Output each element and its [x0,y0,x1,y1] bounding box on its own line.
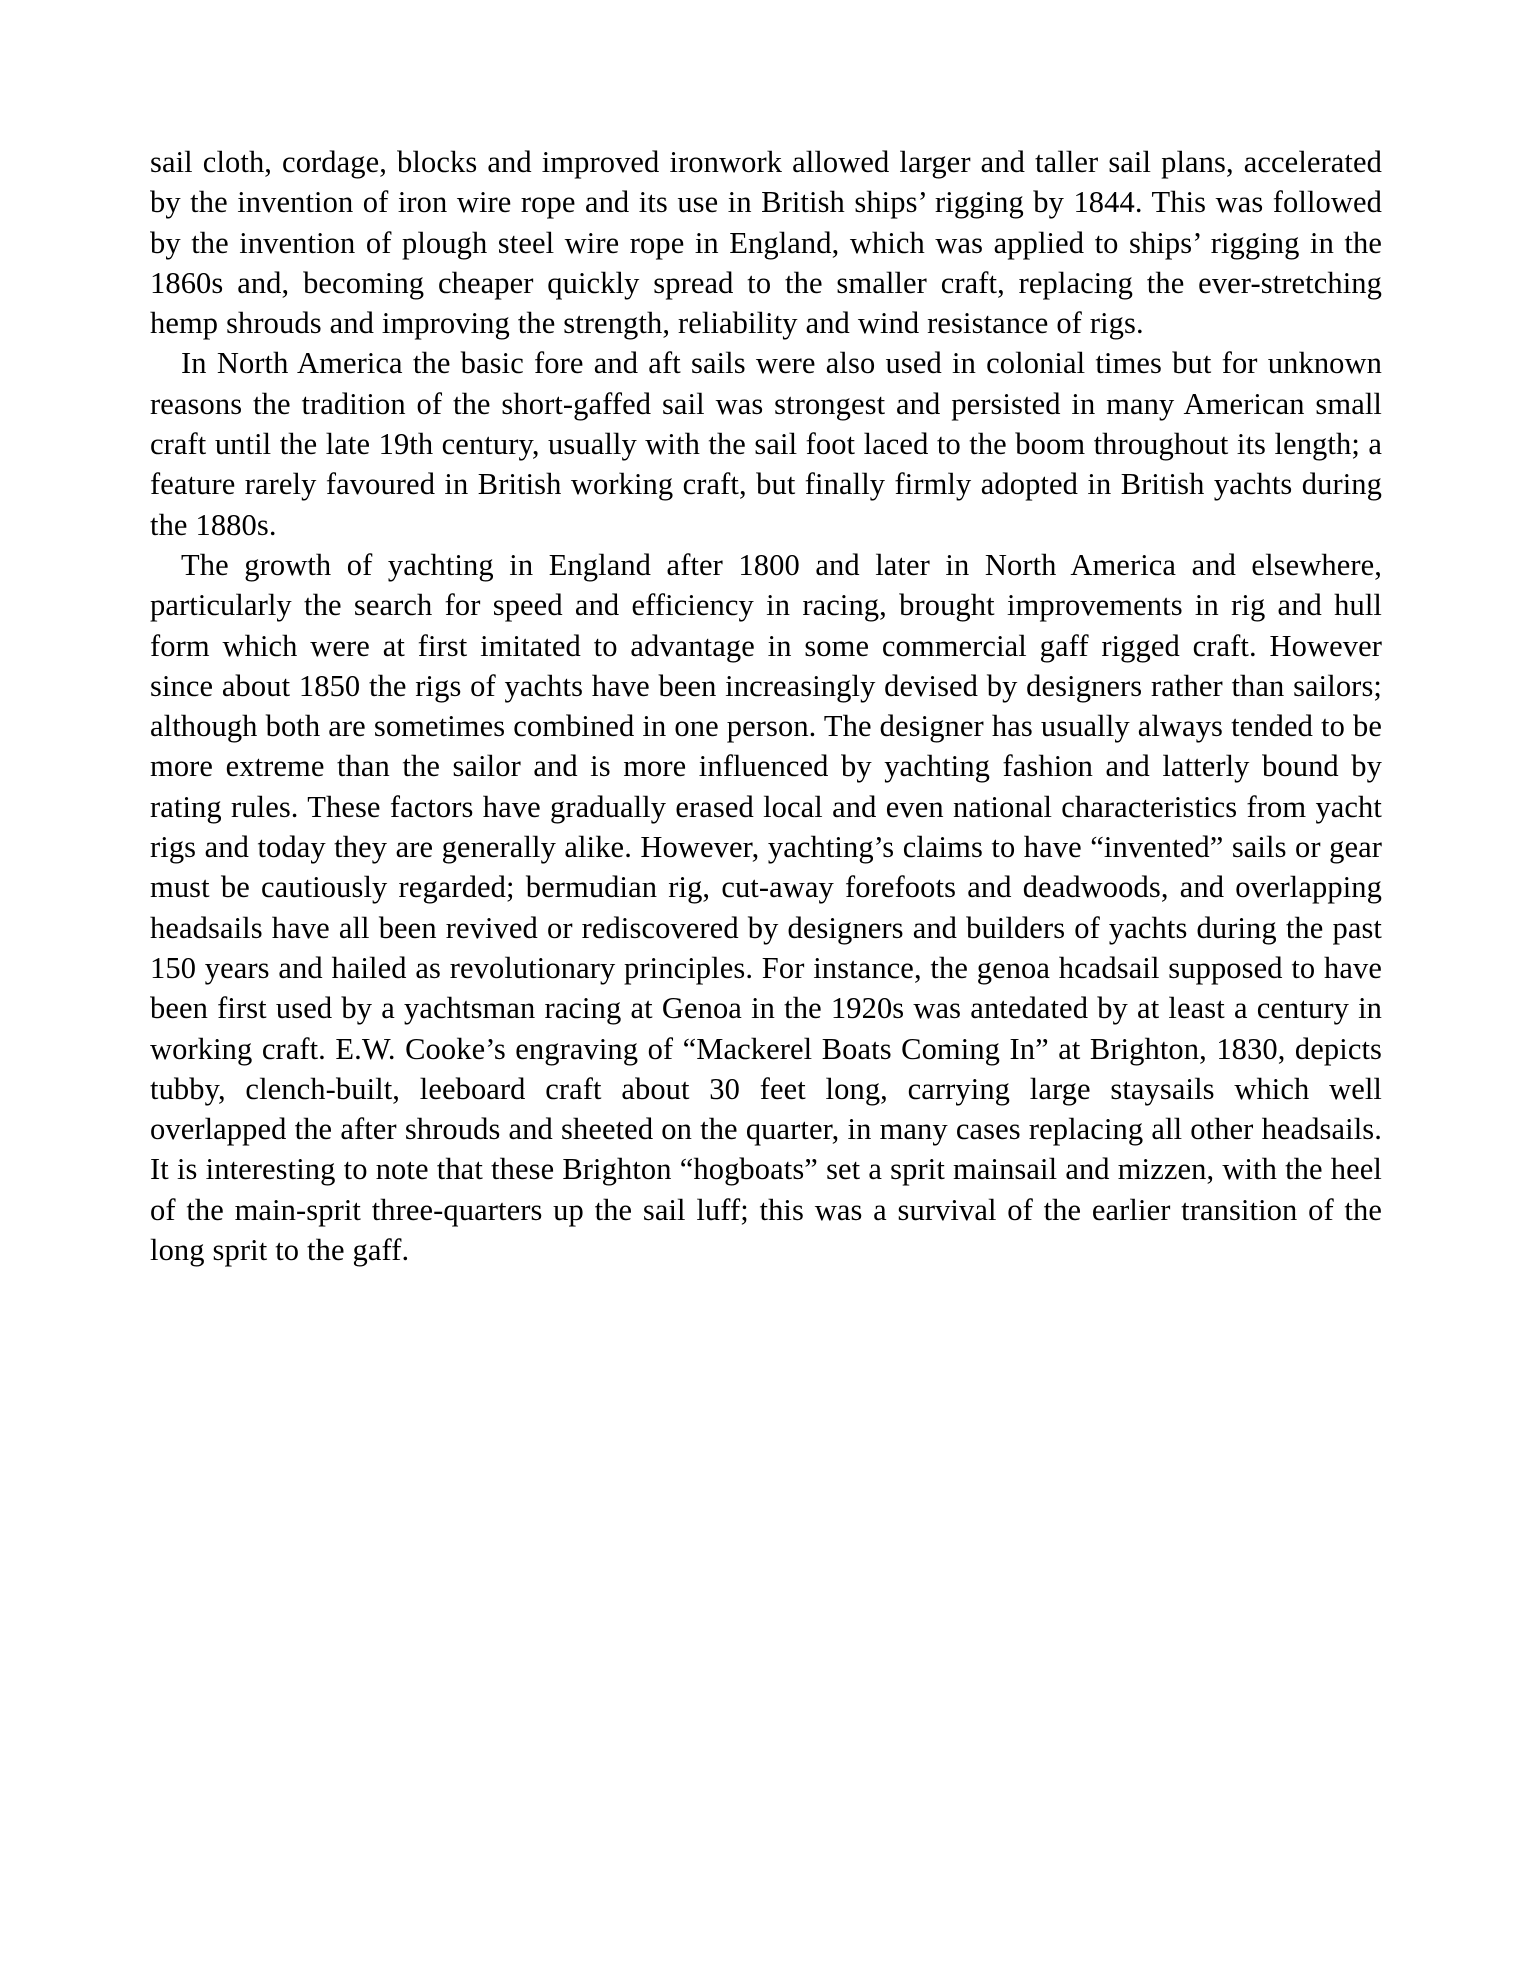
body-paragraph-1: sail cloth, cordage, blocks and improved ironwork allowed larger and taller sail plans, accelerated by the invention of iron wire rope and its use in British ships’ rigging by 1844. This was followed by the invention of plough steel wire rope in England, which was applied to ships’ rigging in the 1860s and, becoming cheaper quickly spread to the smaller craft, replacing the ever-stretching hemp shrouds and improving the strength, reliability and wind resistance of rigs. [150,145,1382,341]
body-paragraph-2: In North America the basic fore and aft sails were also used in colonial times but for unknown reasons the tradition of the short-gaffed sail was strongest and persisted in many American small craft until the late 19th century, usually with the sail foot laced to the boom throughout its length; a feature rarely favoured in British working craft, but finally firmly adopted in British yachts during the 1880s. [150,346,1382,542]
body-text-column [150,142,1382,1270]
body-paragraph-3: The growth of yachting in England after 1800 and later in North America and elsewhere, particularly the search for speed and efficiency in racing, brought improvements in rig and hull form which were at first imitated to advantage in some commercial gaff rigged craft. However since about 1850 the rigs of yachts have been increasingly devised by designers rather than sailors; although both are sometimes combined in one person. The designer has usually always tended to be more extreme than the sailor and is more influenced by yachting fashion and latterly bound by rating rules. These factors have gradually erased local and even national characteristics from yacht rigs and today they are generally alike. However, yachting’s claims to have “invented” sails or gear must be cautiously regarded; bermudian rig, cut-away forefoots and deadwoods, and overlapping headsails have all been revived or rediscovered by designers and builders of yachts during the past 150 years and hailed as revolutionary principles. For instance, the genoa hcadsail supposed to have been first used by a yachtsman racing at Genoa in the 1920s was antedated by at least a century in working craft. E.W. Cooke’s engraving of “Mackerel Boats Coming In” at Brighton, 1830, depicts tubby, clench-built, leeboard craft about 30 feet long, carrying large staysails which well overlapped the after shrouds and sheeted on the quarter, in many cases replacing all other headsails. It is interesting to note that these Brighton “hogboats” set a sprit mainsail and mizzen, with the heel of the main-sprit three-quarters up the sail luff; this was a survival of the earlier transition of the long sprit to the gaff. [150,547,1382,1268]
